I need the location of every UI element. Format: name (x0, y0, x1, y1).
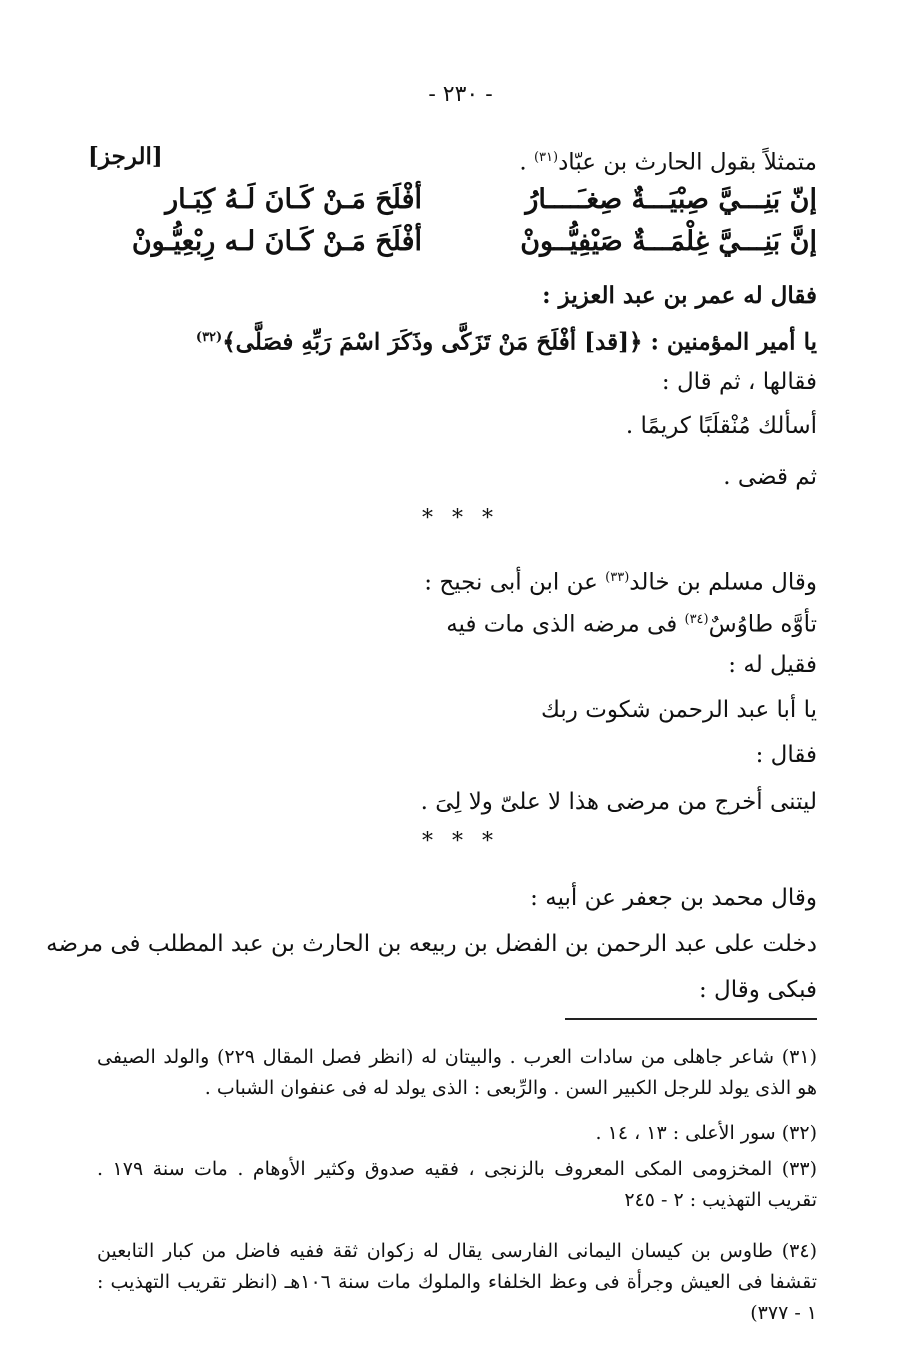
line-muhammad: وقال محمد بن جعفر عن أبيه : (530, 885, 817, 911)
section-separator-2: * * * (422, 829, 499, 854)
line-fabaka: فبكى وقال : (699, 977, 817, 1003)
line-aba: يا أبا عبد الرحمن شكوت ربك (540, 697, 817, 723)
line-umar: فقال له عمر بن عبد العزيز : (542, 282, 817, 309)
line-taawwah (97, 603, 817, 642)
verse-line-2 (97, 222, 817, 262)
section-separator-1: * * * (422, 506, 499, 531)
footnote-33: (٣٣) المخزومى المكى المعروف بالزنجى ، فقيه صدوق وكثير الأوهام . مات سنة ١٧٩ . تقريب التهذيب : ٢ - ٢٤٥ (97, 1158, 817, 1211)
verse-1-second-hemistich: أفْلَحَ مَـنْ كَـانَ لَـهُ كِبَـار (165, 184, 422, 215)
page-number: - ٢٣٠ - (428, 82, 493, 107)
line-faqaha: فقالها ، ثم قال : (661, 369, 817, 395)
footnote-ref-33: (٣٣) (605, 570, 630, 585)
taawwah-end: فى مرضه الذى مات فيه (446, 611, 685, 638)
intro-end: . (519, 149, 534, 176)
verse-line-1 (97, 180, 817, 220)
line-faqal: فقال : (755, 742, 817, 768)
footnote-ref-34: (٣٤) (684, 612, 709, 627)
line-dakhaltu: دخلت على عبد الرحمن بن الفضل بن ربيعه بن الحارث بن عبد المطلب فى مرضه (46, 931, 817, 957)
meter-label: [الرجز] (88, 143, 163, 170)
footnote-34: (٣٤) طاوس بن كيسان اليمانى الفارسى يقال له زكوان ثقة ففيه فاضل من كبار التابعين تقشفا فى العيش وجرأة فى وعظ الخلفاء والملوك مات سنة ١٠٦هـ (انظر تقريب التهذيب : ١ - ٣٧٧) (97, 1240, 817, 1324)
intro-text: متمثلاً بقول الحارث بن عبّاد (558, 149, 817, 176)
line-muslim (97, 561, 817, 600)
footnote-separator (565, 1018, 817, 1020)
muslim-text: وقال مسلم بن خالد (629, 569, 817, 596)
verse-2-first-hemistich: إنَّ بَنِـــيَّ غِلْمَـــةٌ صَيْفِيُّــونْ (520, 226, 817, 257)
verse-1-first-hemistich: إنّ بَنِـــيَّ صِبْيَـــةٌ صِغـَــــارُ (525, 184, 817, 215)
taawwah-text: تأوَّه طاوُسٌ (708, 611, 817, 638)
footnote-ref-32: (٣٢) (195, 330, 223, 345)
line-qada: ثم قضى . (723, 464, 817, 490)
intro-line (97, 141, 817, 180)
line-amir (97, 321, 817, 360)
footnote-32: (٣٢) سور الأعلى : ١٣ ، ١٤ . (595, 1122, 817, 1144)
quran-verse: يا أمير المؤمنين : ﴿[قد] أفْلَحَ مَنْ تَزَكَّى وذَكَرَ اسْمَ رَبِّهِ فصَلَّى﴾ (222, 328, 817, 356)
line-faqila: فقيل له : (728, 652, 817, 678)
line-laytani: ليتنى أخرج من مرضى هذا لا علىّ ولا لِىَ . (420, 789, 817, 815)
footnote-31: (٣١) شاعر جاهلى من سادات العرب . والبيتان له (انظر فصل المقال ٢٢٩) والولد الصيفى هو الذى يولد للرجل الكبير السن . والرِّبعى : الذى يولد له فى عنفوان الشباب . (97, 1046, 817, 1099)
muslim-end: عن ابن أبى نجيح : (424, 569, 606, 596)
footnote-ref-31: (٣١) (533, 150, 559, 165)
verse-2-second-hemistich: أفْلَحَ مَـنْ كَـانَ لـه رِبْعِيُّـونْ (131, 226, 422, 257)
line-asaluk: أسألك مُنْقلَبًا كريمًا . (625, 413, 817, 439)
